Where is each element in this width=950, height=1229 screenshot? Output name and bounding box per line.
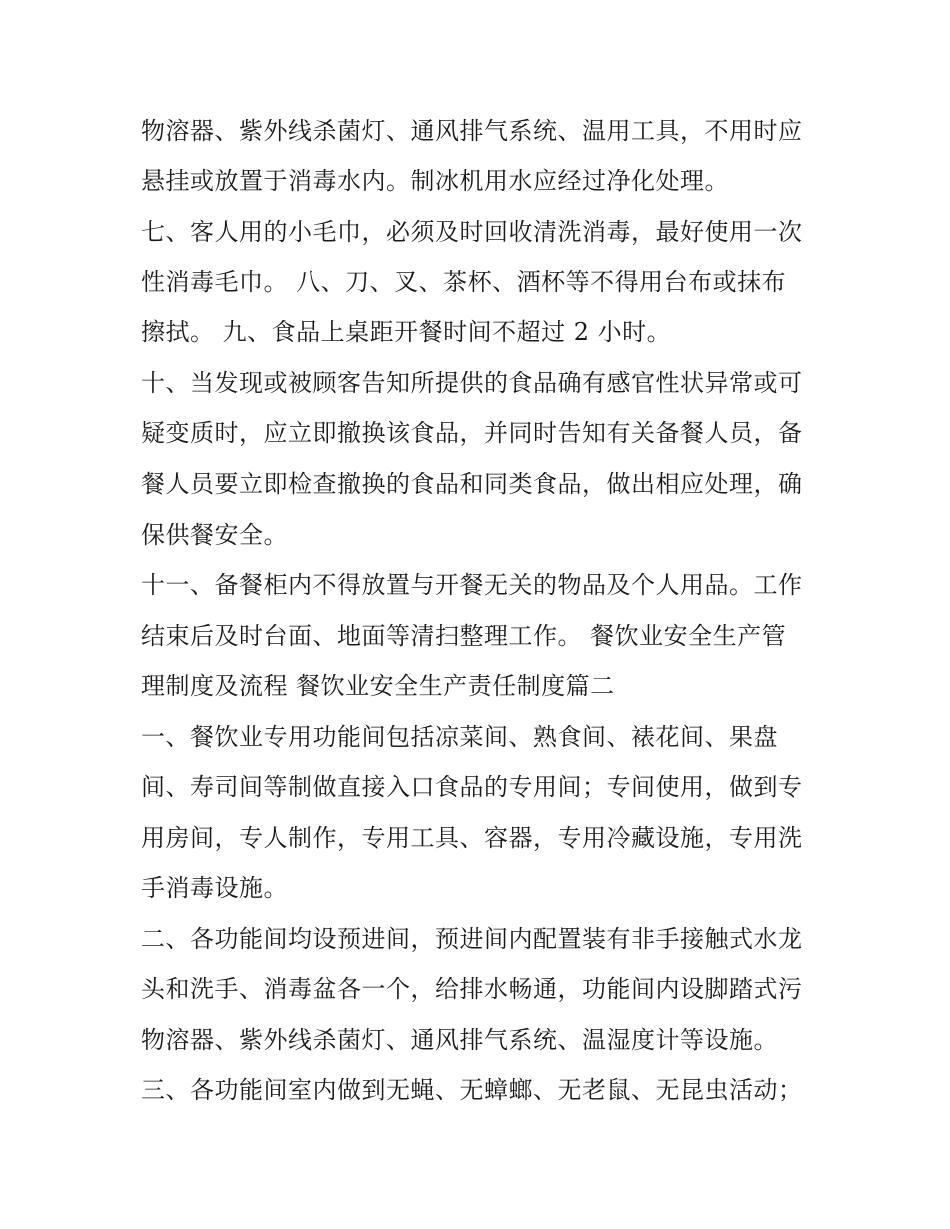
text-line: 擦拭。 九、食品上桌距开餐时间不超过 2 小时。 [141,318,672,346]
text-line: 手消毒设施。 [141,874,288,902]
text-line: 结束后及时台面、地面等清扫整理工作。 餐饮业安全生产管 [141,622,787,650]
text-line: 七、客人用的小毛巾，必须及时回收清洗消毒，最好使用一次 [141,218,803,246]
text-line: 用房间，专人制作，专用工具、容器，专用冷藏设施，专用洗 [141,824,803,852]
text-line: 疑变质时，应立即撤换该食品，并同时告知有关备餐人员，备 [141,419,803,447]
text-line: 物溶器、紫外线杀菌灯、通风排气系统、温用工具，不用时应 [141,117,803,145]
text-line: 二、各功能间均设预进间，预进间内配置装有非手接触式水龙 [141,925,803,953]
text-line: 性消毒毛巾。 八、刀、叉、茶杯、酒杯等不得用台布或抹布 [141,268,787,296]
text-line: 三、各功能间室内做到无蝇、无蟑螂、无老鼠、无昆虫活动； [141,1076,803,1104]
text-line: 头和洗手、消毒盆各一个，给排水畅通，功能间内设脚踏式污 [141,975,803,1003]
text-line: 间、寿司间等制做直接入口食品的专用间；专间使用，做到专 [141,773,803,801]
text-line: 餐人员要立即检查撤换的食品和同类食品，做出相应处理，确 [141,470,803,498]
text-line: 保供餐安全。 [141,521,288,549]
text-line: 一、餐饮业专用功能间包括凉菜间、熟食间、裱花间、果盘 [141,723,778,751]
text-line: 物溶器、紫外线杀菌灯、通风排气系统、温湿度计等设施。 [141,1026,778,1054]
text-line: 十、当发现或被顾客告知所提供的食品确有感官性状异常或可 [141,369,803,397]
text-line: 悬挂或放置于消毒水内。制冰机用水应经过净化处理。 [141,167,729,195]
text-line: 理制度及流程 餐饮业安全生产责任制度篇二 [141,672,615,700]
text-line: 十一、备餐柜内不得放置与开餐无关的物品及个人用品。工作 [141,571,803,599]
